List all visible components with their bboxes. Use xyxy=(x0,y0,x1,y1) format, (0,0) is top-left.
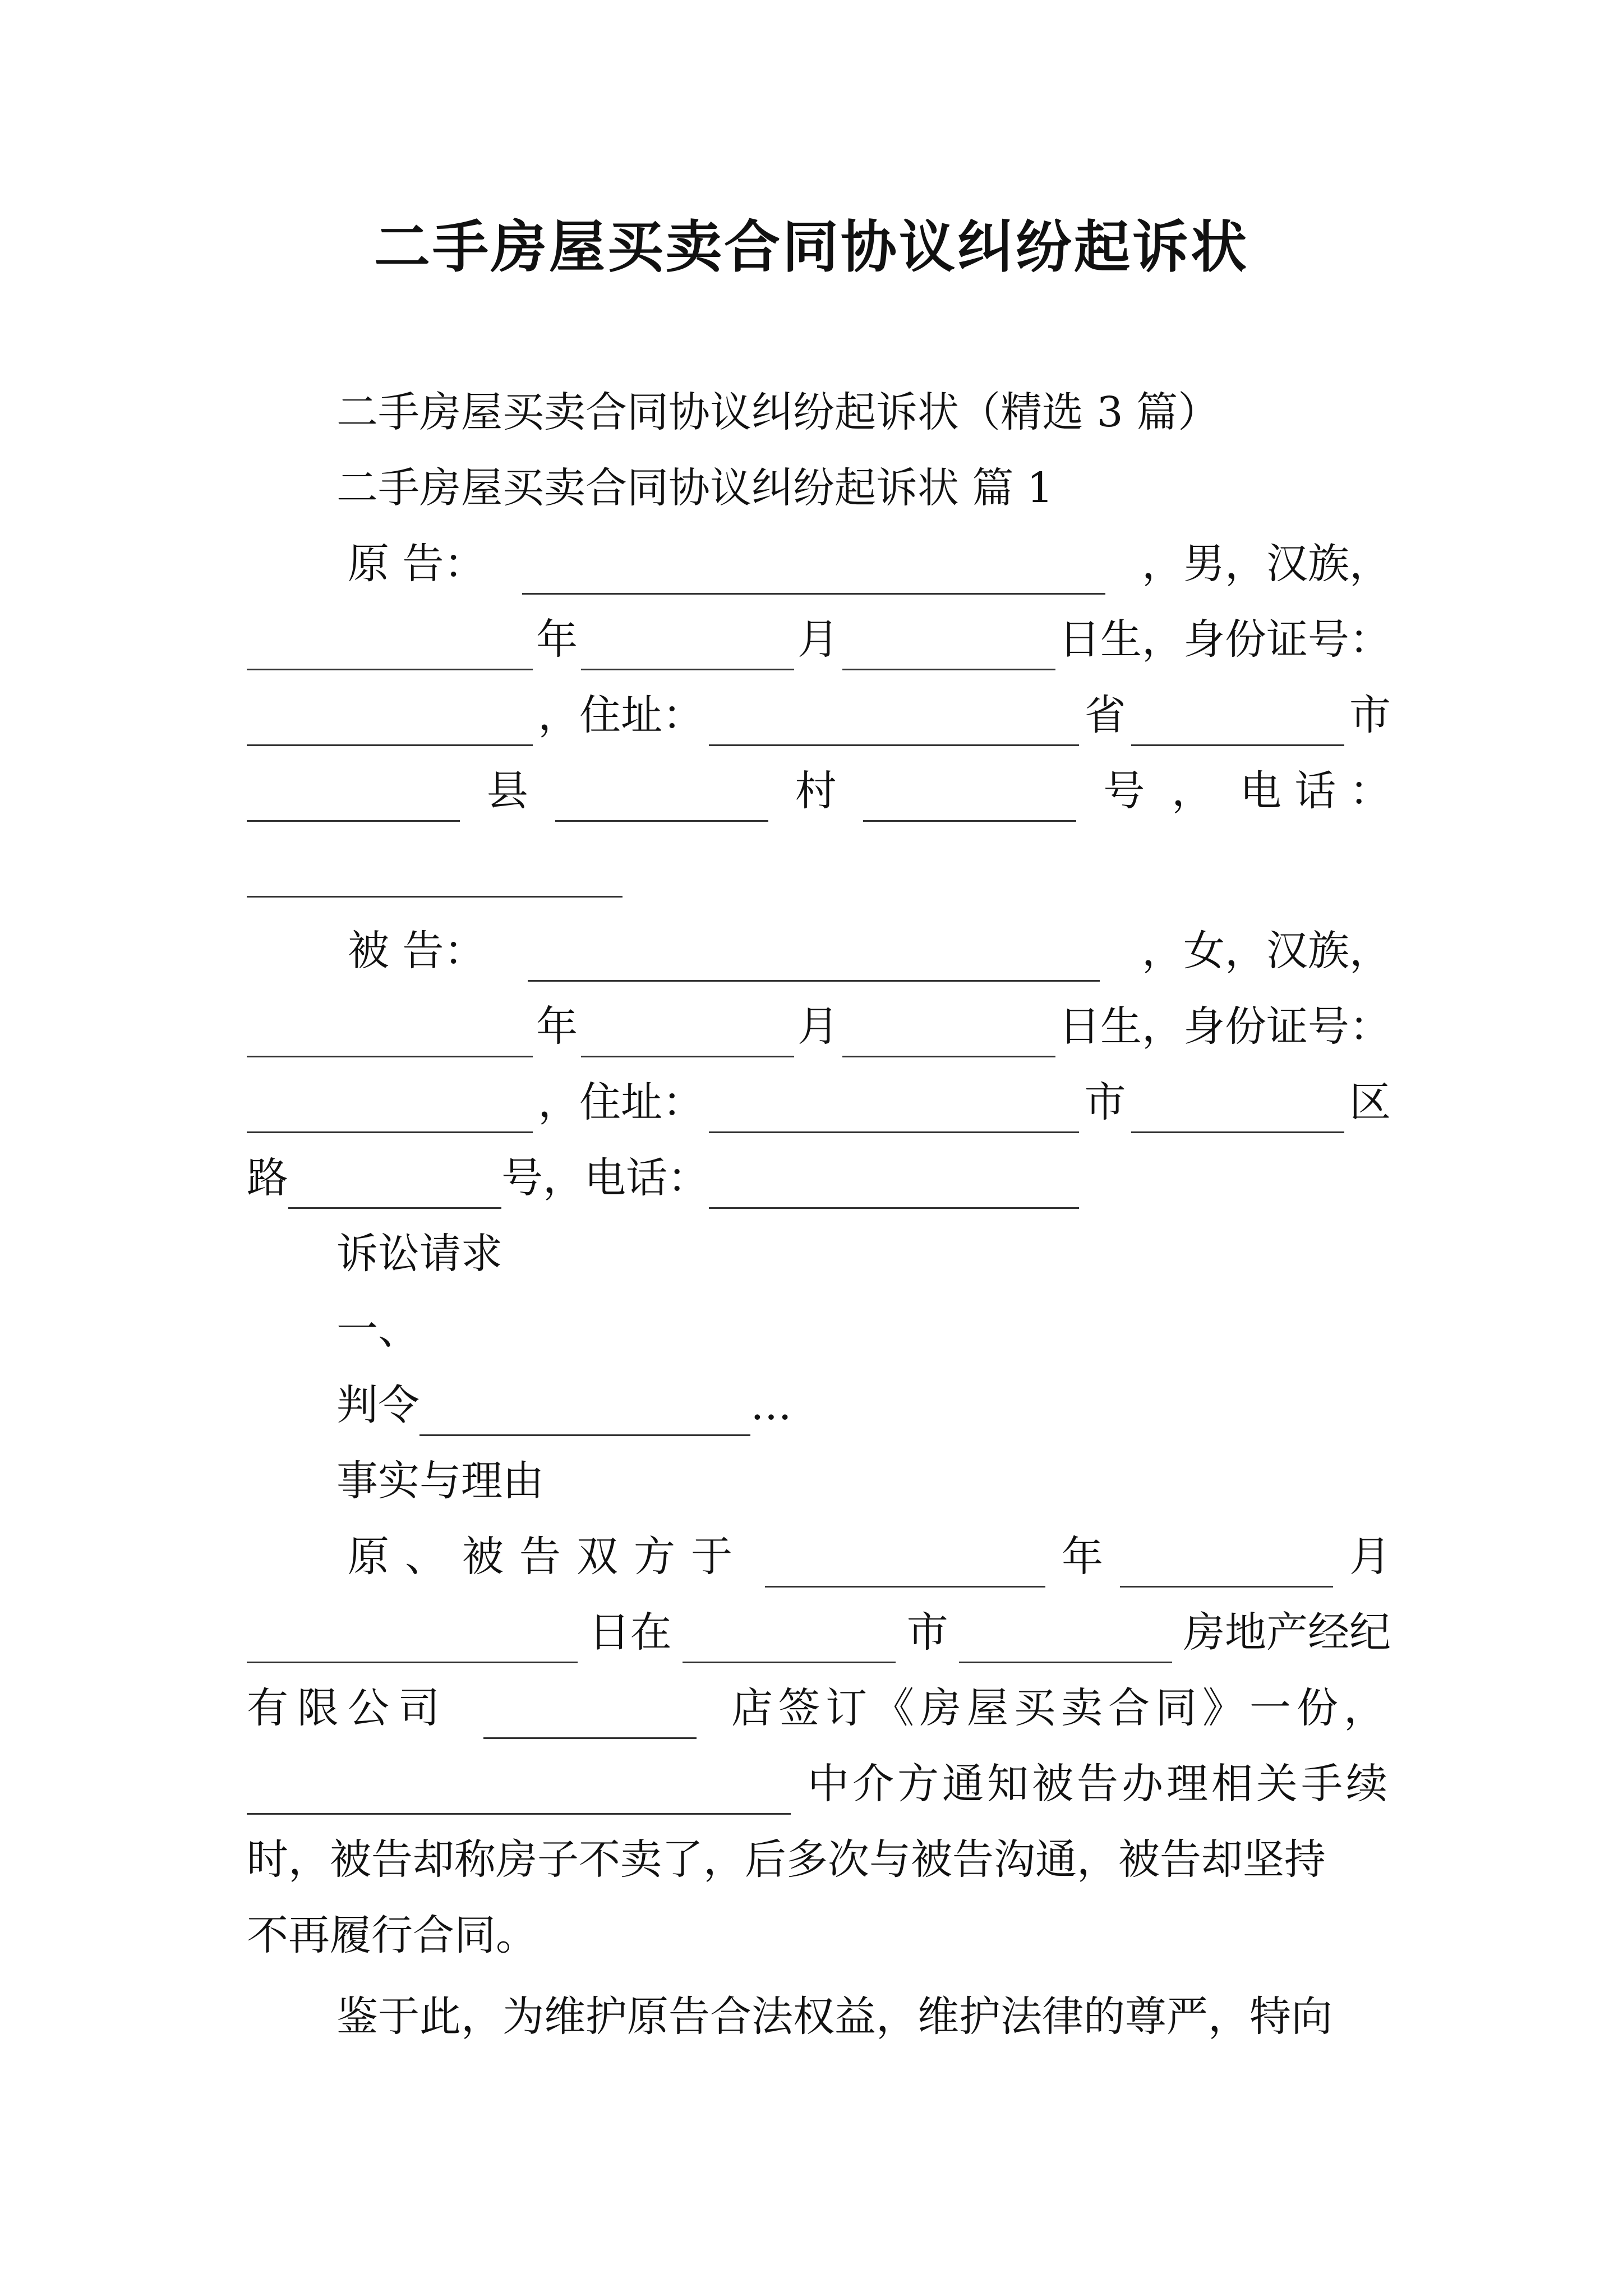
subtitle: 二手房屋买卖合同协议纠纷起诉状（精选 3 篇） xyxy=(336,388,1220,436)
defendant-phone-blank xyxy=(709,1158,1079,1209)
facts-company-label: 有限公司 xyxy=(247,1684,449,1732)
plaintiff-line-5 xyxy=(247,836,1391,898)
facts-line-4 xyxy=(247,1753,1391,1815)
facts-year-blank xyxy=(765,1536,1045,1588)
plaintiff-line-3 xyxy=(247,684,1391,746)
defendant-name-blank xyxy=(528,931,1100,982)
facts-line-7: 鉴于此，为维护原告合法权益，维护法律的尊严，特向 xyxy=(336,1993,1332,2041)
facts-line-5: 时，被告却称房子不卖了，后多次与被告沟通，被告却坚持 xyxy=(247,1835,1326,1884)
defendant-birth-day-blank xyxy=(842,1006,1055,1057)
facts-signed-label: 店签订《房屋买卖合同》一份， xyxy=(731,1684,1391,1732)
defendant-city-label: 市 xyxy=(1084,1078,1126,1126)
defendant-gender-ethnicity: ，女，汉族， xyxy=(1142,927,1391,975)
document-title: 二手房屋买卖合同协议纠纷起诉状 xyxy=(374,214,1249,280)
claims-heading: 诉讼请求 xyxy=(336,1230,502,1278)
facts-store-blank xyxy=(483,1688,697,1739)
facts-month-blank xyxy=(1120,1536,1333,1588)
defendant-line-2 xyxy=(247,996,1391,1057)
plaintiff-month-label: 月 xyxy=(797,615,839,664)
facts-line-1 xyxy=(336,1526,1391,1588)
plaintiff-birth-year-blank xyxy=(247,619,533,670)
plaintiff-phone-label: 电 话 ： xyxy=(1239,767,1391,815)
defendant-id-blank xyxy=(247,1082,533,1133)
plaintiff-phone-blank xyxy=(247,846,623,898)
plaintiff-comma: ， xyxy=(1172,767,1214,815)
defendant-year-label: 年 xyxy=(536,1002,578,1051)
facts-line-3 xyxy=(247,1677,1391,1739)
plaintiff-label: 原 告： xyxy=(348,540,486,588)
defendant-birth-year-blank xyxy=(247,1006,533,1057)
facts-heading: 事实与理由 xyxy=(336,1457,544,1505)
plaintiff-born-id-label: 日生，身份证号： xyxy=(1059,615,1391,664)
defendant-district-label: 区 xyxy=(1349,1078,1391,1126)
facts-city-blank xyxy=(683,1612,896,1663)
plaintiff-number-label: 号 xyxy=(1103,767,1145,815)
plaintiff-year-label: 年 xyxy=(536,615,578,664)
facts-line-6: 不再履行合同。 xyxy=(247,1911,537,1959)
defendant-line-3 xyxy=(247,1071,1391,1133)
facts-year-label: 年 xyxy=(1062,1533,1103,1581)
claims-order-prefix: 判令 xyxy=(336,1381,419,1429)
claims-order-blank xyxy=(419,1385,750,1436)
defendant-line-4 xyxy=(247,1147,1391,1209)
defendant-born-id-label: 日生，身份证号： xyxy=(1059,1002,1391,1051)
defendant-number-phone-label: 号，电话： xyxy=(501,1154,709,1202)
facts-month-label: 月 xyxy=(1349,1533,1391,1581)
plaintiff-province-label: 省 xyxy=(1084,691,1126,739)
facts-l1-text: 原、被告双方于 xyxy=(348,1533,748,1581)
defendant-month-label: 月 xyxy=(797,1002,839,1051)
plaintiff-line-2 xyxy=(247,609,1391,670)
facts-day-blank xyxy=(247,1612,578,1663)
claims-order-line xyxy=(336,1374,1391,1436)
defendant-address-label: ，住址： xyxy=(538,1078,704,1126)
facts-l4-text: 中介方通知被告办理相关手续 xyxy=(808,1760,1391,1808)
plaintiff-address-label: ，住址： xyxy=(538,691,704,739)
facts-agency-blank xyxy=(959,1612,1172,1663)
facts-agency-label: 房地产经纪 xyxy=(1183,1608,1391,1657)
claims-order-suffix: … xyxy=(750,1381,792,1429)
plaintiff-birth-day-blank xyxy=(842,619,1055,670)
facts-date-blank xyxy=(247,1764,791,1815)
plaintiff-county-blank xyxy=(247,771,460,822)
facts-line-2 xyxy=(247,1602,1391,1663)
defendant-birth-month-blank xyxy=(581,1006,794,1057)
plaintiff-line-4 xyxy=(247,760,1391,822)
plaintiff-number-blank xyxy=(863,771,1076,822)
plaintiff-county-label: 县 xyxy=(486,767,528,815)
defendant-road-label: 路 xyxy=(247,1154,288,1202)
plaintiff-line-1 xyxy=(336,533,1391,595)
plaintiff-village-label: 村 xyxy=(795,767,837,815)
claims-item-1: 一、 xyxy=(336,1305,419,1354)
defendant-district-blank xyxy=(1131,1082,1344,1133)
plaintiff-birth-month-blank xyxy=(581,619,794,670)
defendant-label: 被 告： xyxy=(348,927,486,975)
plaintiff-id-blank xyxy=(247,695,533,746)
defendant-road-blank xyxy=(288,1158,501,1209)
plaintiff-name-blank xyxy=(522,544,1105,595)
defendant-line-1 xyxy=(336,920,1391,982)
facts-city-label: 市 xyxy=(906,1608,948,1657)
plaintiff-village-blank xyxy=(555,771,768,822)
defendant-address-blank xyxy=(709,1082,1079,1133)
plaintiff-gender-ethnicity: ，男，汉族， xyxy=(1142,540,1391,588)
plaintiff-address-blank xyxy=(709,695,1079,746)
section-heading: 二手房屋买卖合同协议纠纷起诉状 篇 1 xyxy=(336,464,1054,512)
plaintiff-city-blank xyxy=(1131,695,1344,746)
plaintiff-city-label: 市 xyxy=(1349,691,1391,739)
facts-day-in-label: 日在 xyxy=(588,1608,672,1657)
